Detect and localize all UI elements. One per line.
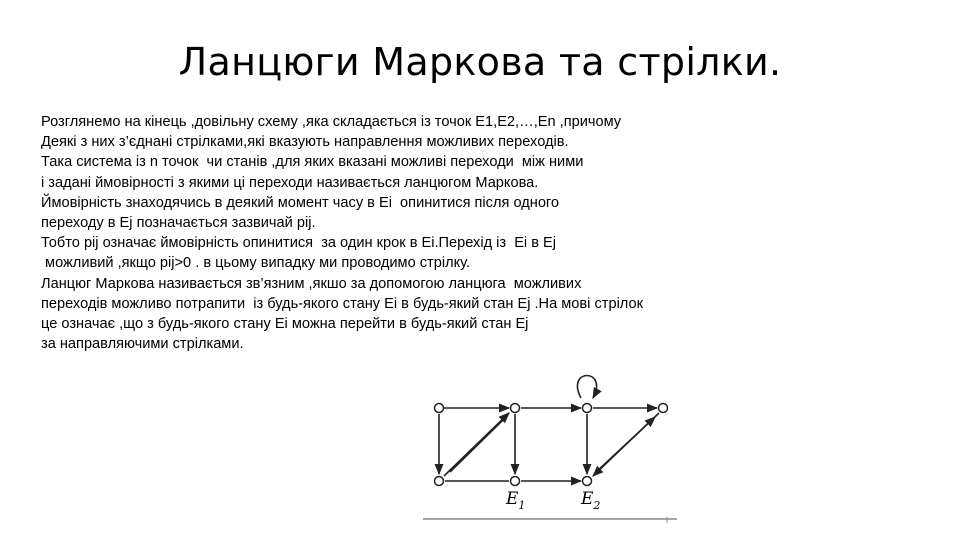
edge-arrow [444, 413, 509, 476]
body-line: за направляючими стрілками. [41, 336, 244, 353]
state-node [435, 477, 444, 486]
markov-chain-diagram [415, 360, 685, 530]
body-line: Ймовірність знаходячись в деякий момент часу в Еі опинитися після одного [41, 194, 560, 211]
edge-arrow [595, 417, 655, 473]
edge-line [450, 418, 505, 472]
body-line: Деякі з них з’єднані стрілками,які вказують направлення можливих переходів. [41, 134, 569, 151]
body-line: можливий ,якщо pij>0 . в цьому випадку ми проводимо стрілку. [41, 255, 471, 272]
markov-graph [415, 360, 685, 530]
body-line: Тобто pij означає ймовірність опинитися за один крок в Еі.Перехід із Еі в Еj [41, 235, 557, 252]
self-loop-arrow [577, 376, 596, 399]
body-line: переходів можливо потрапити із будь-якого стану Еі в будь-який стан Еj .На мові стрілок [41, 295, 643, 312]
state-node [435, 404, 444, 413]
body-line: Розглянемо на кінець ,довільну схему ,яка складається із точок Е1,Е2,…,Еn ,причому [41, 114, 622, 130]
body-line: переходу в Еj позначається зазвичай pij. [41, 215, 316, 232]
state-node-e2 [583, 477, 592, 486]
body-line: це означає ,що з будь-якого стану Еі можна перейти в будь-який стан Еj [41, 316, 529, 333]
body-line: і задані ймовірності з якими ці переходи називається ланцюгом Маркова. [41, 174, 539, 191]
state-node-e1 [511, 477, 520, 486]
label-e1: $E_1$ [506, 489, 526, 512]
state-node [659, 404, 668, 413]
state-node [583, 404, 592, 413]
state-node [511, 404, 520, 413]
label-e2: $E_2$ [581, 489, 601, 512]
body-line: Така система із n точок чи станів ,для яких вказані можливі переходи між ними [41, 154, 584, 171]
slide-title: Ланцюги Маркова та стрілки. [178, 40, 782, 84]
slide-body [41, 112, 761, 354]
body-line: Ланцюг Маркова називається зв’язним ,якшо за допомогою ланцюга можливих [41, 275, 582, 292]
